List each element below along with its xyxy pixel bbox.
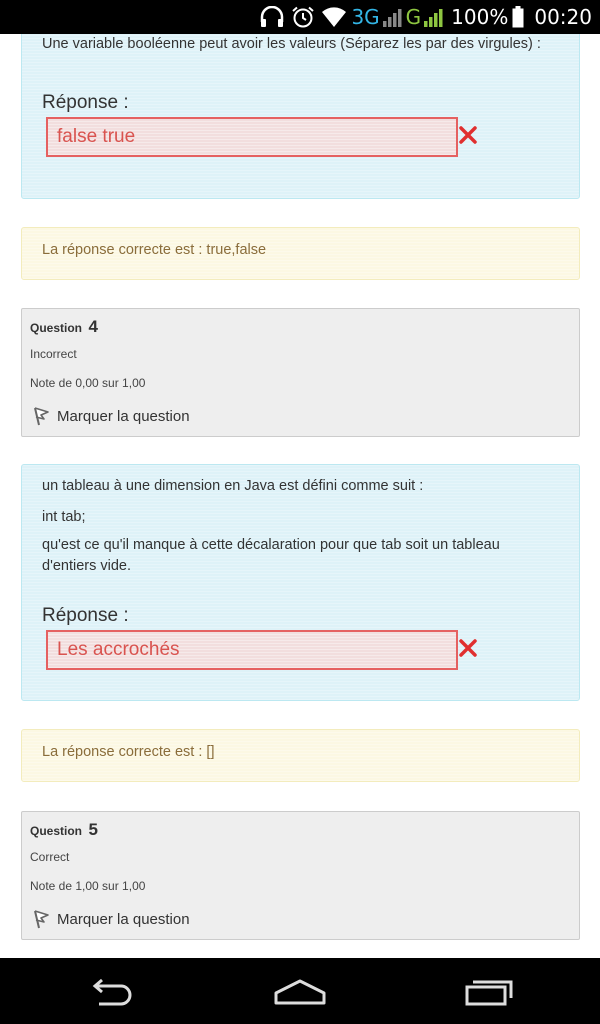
question-5-info (21, 811, 580, 940)
incorrect-icon (458, 638, 478, 658)
question-4-right-answer: La réponse correcte est : [] (42, 744, 215, 760)
question-4-text-line3: qu'est ce qu'il manque à cette décalaration pour que tab soit un tableau d'entiers vide. (42, 537, 500, 574)
question-4-feedback (21, 729, 580, 782)
question-3-right-answer: La réponse correcte est : true,false (42, 242, 267, 258)
signal-icon (382, 6, 404, 28)
question-3-text-box (21, 34, 580, 199)
network-3g-label: 3G (351, 5, 380, 29)
status-clock: 00:20 (534, 5, 592, 29)
back-icon (85, 977, 135, 1007)
question-3-text: Une variable booléenne peut avoir les valeurs (Séparez les par des virgules) : (42, 36, 541, 52)
question-4-text-line2: int tab; (42, 509, 86, 525)
question-4-answer-input[interactable]: Les accrochés (46, 630, 458, 670)
navigation-bar (0, 958, 600, 1024)
recent-apps-button[interactable] (455, 970, 525, 1014)
flag-icon (32, 406, 50, 426)
question-4-answer-label: Réponse : (42, 605, 129, 626)
question-3-feedback (21, 227, 580, 280)
flag-label: Marquer la question (57, 407, 190, 425)
wifi-icon (321, 6, 347, 28)
status-bar (0, 0, 600, 34)
question-3-answer-input[interactable]: false true (46, 117, 458, 157)
question-5-state: Correct (30, 850, 70, 864)
recent-apps-icon (463, 977, 517, 1007)
home-button[interactable] (265, 970, 335, 1014)
battery-percent: 100% (451, 5, 509, 29)
headphones-icon (259, 6, 285, 28)
flag-icon (32, 909, 50, 929)
incorrect-icon (458, 125, 478, 145)
question-label: Question (30, 824, 83, 838)
alarm-icon (291, 6, 315, 28)
question-4-state: Incorrect (30, 347, 77, 361)
question-5-number (30, 820, 98, 840)
question-4-info (21, 308, 580, 437)
network-g-label: G (405, 5, 422, 29)
question-4-number (30, 317, 98, 337)
home-icon (273, 977, 327, 1007)
question-3-answer-label: Réponse : (42, 92, 129, 113)
flag-label: Marquer la question (57, 910, 190, 928)
question-4-text-line1: un tableau à une dimension en Java est défini comme suit : (42, 478, 424, 494)
question-5-grade: Note de 1,00 sur 1,00 (30, 879, 146, 893)
question-4-grade: Note de 0,00 sur 1,00 (30, 376, 146, 390)
question-4-text-box (21, 464, 580, 701)
question-4-flag-link[interactable] (32, 406, 190, 426)
back-button[interactable] (75, 970, 145, 1014)
question-5-flag-link[interactable] (32, 909, 190, 929)
question-number: 4 (88, 317, 98, 336)
battery-icon (512, 6, 524, 28)
quiz-review-content (0, 34, 600, 958)
question-number: 5 (88, 820, 98, 839)
signal-strength-icon (423, 6, 445, 28)
question-label: Question (30, 321, 83, 335)
